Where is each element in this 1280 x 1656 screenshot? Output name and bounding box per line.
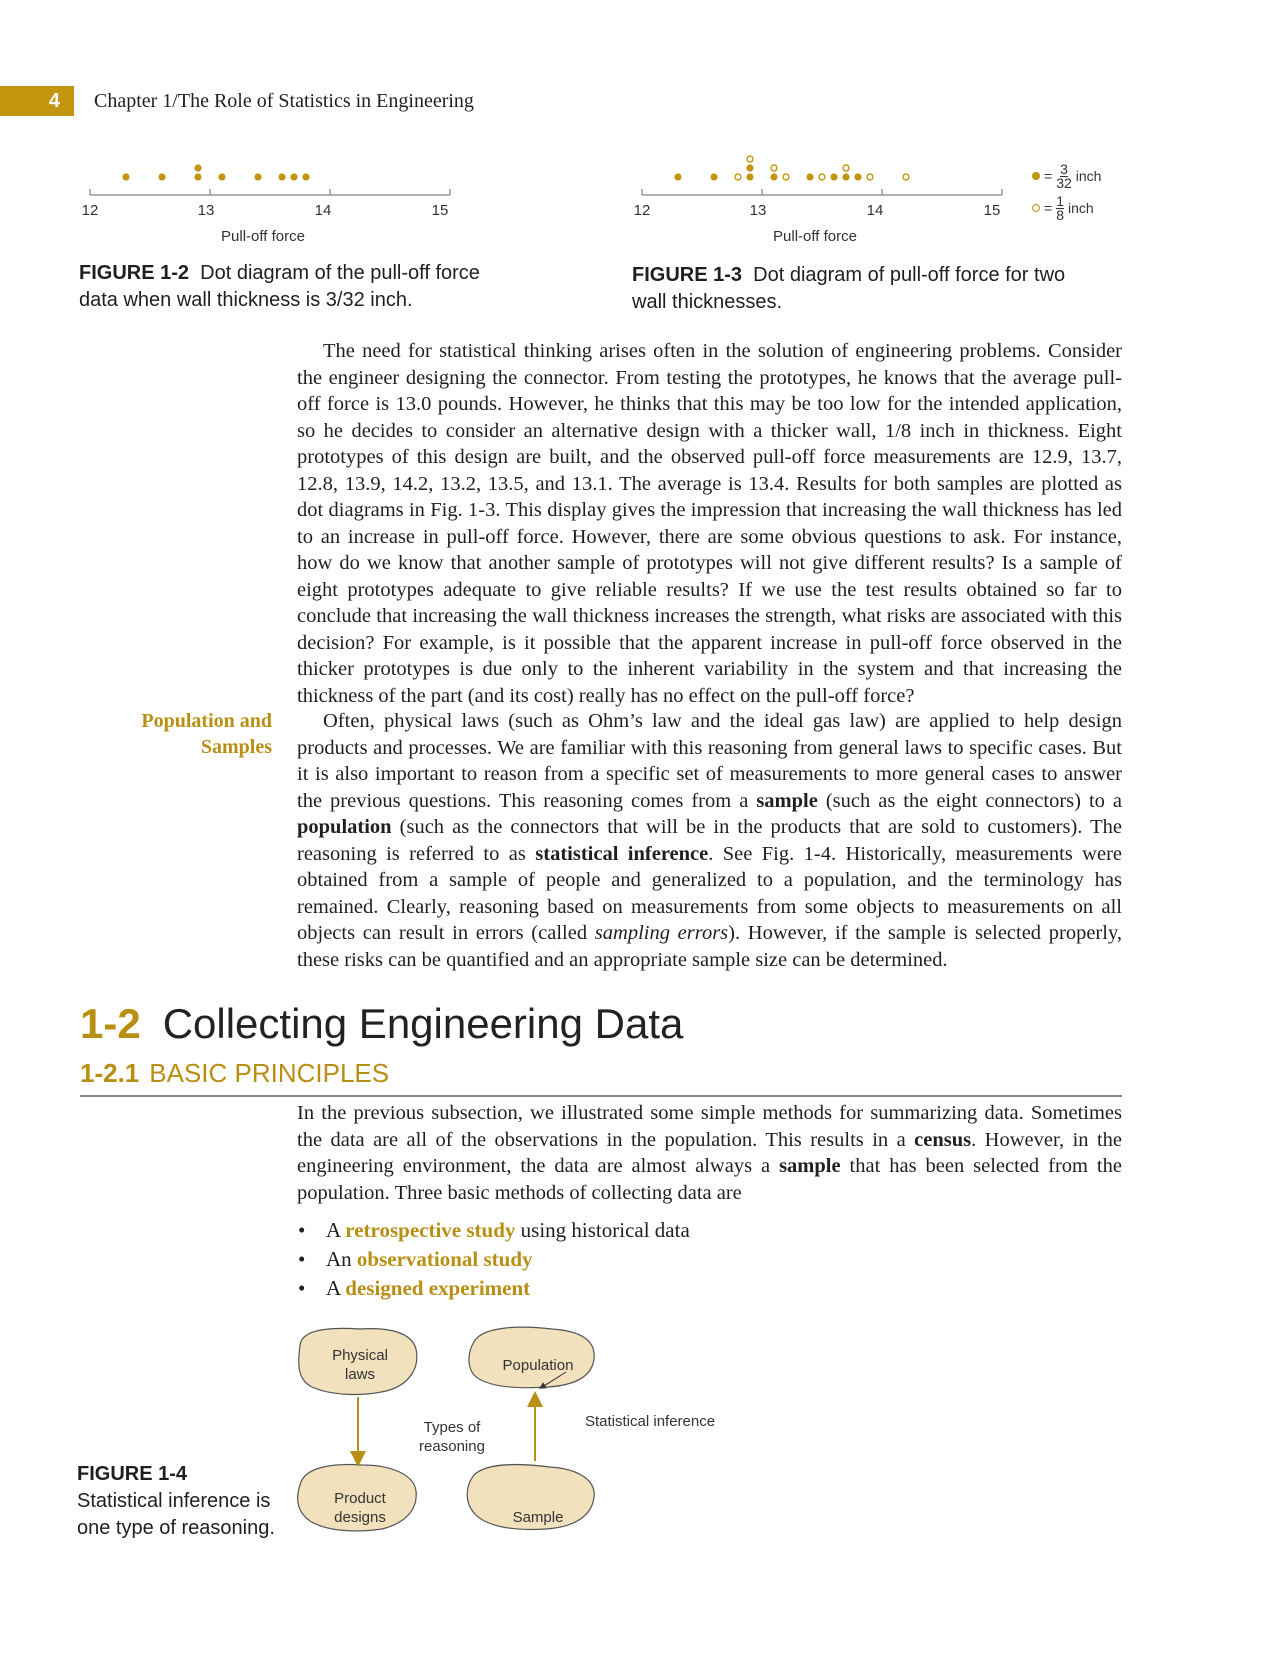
legend-unit-1: inch (1075, 168, 1102, 184)
legend-open (1032, 192, 1101, 224)
term-census: census (914, 1128, 972, 1151)
legend-num-2: 1 (1056, 192, 1064, 209)
fig13-tick-15: 15 (983, 202, 1001, 219)
fig12-dot-filled (278, 173, 285, 180)
fig13-dot-open (747, 156, 753, 162)
legend-eq: = (1044, 168, 1053, 184)
fig13-dot-open (771, 165, 777, 171)
fig13-dot-open (783, 174, 789, 180)
types-line1: Types of (423, 1419, 481, 1436)
page-number: 4 (0, 86, 74, 116)
fig13-dot-open (843, 165, 849, 171)
product-designs-line1: Product (334, 1490, 386, 1507)
label-sample: Sample (512, 1509, 564, 1526)
label-product-designs (300, 1489, 420, 1527)
term-sample-2: sample (779, 1155, 841, 1177)
fig12-label: FIGURE 1-2 (79, 262, 190, 284)
fig13-tick-14: 14 (866, 202, 884, 219)
fig12-dot-filled (218, 173, 225, 180)
para2-t4: . See Fig. 1-4. Historically, measurements were obtained from a sample of people and generalized to a population, and the terminology has remained. Clearly, reasoning based on measurements from some objects to measurements on all objects can result in errors (called (297, 842, 1122, 944)
term-population: population (297, 816, 392, 838)
fig14-caption (77, 1461, 277, 1542)
fig13-dot-filled (854, 173, 861, 180)
fig13-label: FIGURE 1-3 (632, 264, 743, 286)
fig12-dot-filled (194, 173, 201, 180)
fig12-dot-filled (158, 173, 165, 180)
fig13-dot-filled (770, 173, 777, 180)
fig13-dot-filled (806, 173, 813, 180)
subsection-title: BASIC PRINCIPLES (149, 1058, 390, 1088)
legend-eq-2: = (1044, 200, 1053, 216)
term-sample: sample (756, 789, 818, 812)
label-statistical-inference: Statistical inference (585, 1413, 716, 1430)
term-designed-experiment: designed experiment (345, 1276, 531, 1300)
fig12-dot-filled (122, 173, 129, 180)
margin-note (130, 708, 272, 760)
section-number: 1-2 (80, 1000, 141, 1047)
fig13-legend (1032, 160, 1101, 224)
fig13-dot-filled (746, 164, 753, 171)
legend-fraction-1 (1056, 160, 1072, 191)
para1-text: The need for statistical thinking arises often in the solution of engineering problems. Consider the engineer designing the connector. From testing the prototypes, he knows that the average pull-off force is 13.0 pounds. However, he thinks that this may be too low for the intended application, so he decides to consider an alternative design with a thicker wall, 1/8 inch in thickness. Eight prototypes of this design are built, and the observed pull-off force measurements are 12.9, 13.7, 12.8, 13.9, 14.2, 13.2, 13.5, and 13.1. The average is 13.4. Results for both samples are plotted as dot diagrams in Fig. 1-3. This display gives the impression that increasing the wall thickness has led to an increase in pull-off force. However, there are some obvious questions to ask. For instance, how do we know that another sample of prototypes will not give different results? Is a sample of eight prototypes adequate to give reliable results? If we use the test results obtained so far to conclude that increasing the wall thickness increases the strength, what risks are associated with this decision? For example, is it possible that the apparent increase in pull-off force observed in the thicker prototypes is due only to the inherent variability in the system and that increasing the thickness of the part (and its cost) really has no effect on the pull-off force? (297, 340, 1122, 707)
label-population: Population (502, 1357, 574, 1374)
fig13-dot-open (867, 174, 873, 180)
para3-t2: . However, in the engineering environment, the data are almost always a (297, 1128, 1122, 1177)
para2-text (297, 708, 1122, 973)
filled-dot-icon (1032, 172, 1040, 180)
paragraph-basic-principles (297, 1100, 1122, 1206)
term-retrospective-study: retrospective study (345, 1218, 516, 1242)
fig14-label: FIGURE 1-4 (77, 1463, 188, 1485)
running-head: Chapter 1/The Role of Statistics in Engineering (94, 90, 474, 112)
term-statistical-inference: statistical inference (535, 842, 709, 865)
fig12-tick-14: 14 (314, 202, 332, 219)
para3-t1: In the previous subsection, we illustrated some simple methods for summarizing data. Sometimes the data are all of the observations in the population. This results in a (297, 1102, 1122, 1151)
fig12-tick-12: 12 (81, 202, 99, 219)
fig13-dot-filled (674, 173, 681, 180)
subsection-number: 1-2.1 (80, 1058, 140, 1088)
legend-num-1: 3 (1060, 160, 1068, 177)
legend-den-1: 32 (1056, 174, 1072, 191)
fig12-dot-diagram (80, 150, 480, 210)
list-item (298, 1245, 690, 1274)
fig12-caption-text: Dot diagram of the pull-off force data when wall thickness is 3/32 inch. (79, 262, 480, 311)
fig13-dot-open (903, 174, 909, 180)
paragraph-population-samples (297, 708, 1122, 973)
label-physical-laws (300, 1346, 420, 1384)
margin-note-line2: Samples (200, 736, 272, 758)
fig13-caption-text: Dot diagram of pull-off force for two wall thicknesses. (632, 264, 1066, 313)
legend-den-2: 8 (1056, 206, 1064, 223)
open-dot-icon (1032, 204, 1040, 212)
fig14-caption-text: Statistical inference is one type of reasoning. (77, 1490, 275, 1539)
fig13-dot-filled (746, 173, 753, 180)
fig12-tick-13: 13 (197, 202, 215, 219)
product-designs-line2: designs (334, 1509, 386, 1526)
para2-t2: (such as the eight connectors) to a (817, 789, 1122, 812)
section-title: Collecting Engineering Data (162, 1000, 684, 1047)
fig12-caption (79, 260, 499, 314)
fig13-dot-filled (830, 173, 837, 180)
method-pre: An (326, 1247, 357, 1271)
para3-text (297, 1100, 1122, 1206)
fig12-tick-15: 15 (431, 202, 449, 219)
fig12-dot-filled (290, 173, 297, 180)
subsection-heading (80, 1058, 1122, 1097)
method-pre: A (326, 1218, 346, 1242)
fig13-dot-diagram (632, 150, 1032, 210)
fig13-tick-12: 12 (633, 202, 651, 219)
method-post: using historical data (515, 1218, 690, 1242)
para3-t3: that has been selected from the population. Three basic methods of collecting data are (297, 1155, 1122, 1204)
legend-filled (1032, 160, 1101, 192)
fig12-xlabel: Pull-off force (221, 228, 305, 245)
term-observational-study: observational study (356, 1247, 533, 1271)
fig13-dot-open (819, 174, 825, 180)
para2-t1: Often, physical laws (such as Ohm’s law and the ideal gas law) are applied to help design products and processes. We are familiar with this reasoning from general laws to specific cases. But it is also important to reason from a specific set of measurements to more general cases to answer the previous questions. This reasoning comes from a (297, 710, 1122, 812)
method-pre: A (326, 1276, 346, 1300)
margin-note-line1: Population and (141, 710, 272, 732)
fig13-dot-filled (710, 173, 717, 180)
physical-laws-line2: laws (344, 1366, 375, 1383)
section-heading (80, 1000, 683, 1048)
fig13-dot-filled (842, 173, 849, 180)
list-item (298, 1216, 690, 1245)
term-sampling-errors: sampling errors (594, 922, 729, 944)
para2-t5: ). However, if the sample is selected properly, these risks can be quantified and an appropriate sample size can be determined. (297, 922, 1122, 971)
fig13-caption (632, 262, 1102, 316)
fig13-dot-open (735, 174, 741, 180)
fig13-xlabel: Pull-off force (773, 228, 857, 245)
types-line2: reasoning (419, 1438, 485, 1455)
legend-fraction-2 (1056, 192, 1064, 223)
fig12-dot-filled (254, 173, 261, 180)
fig13-tick-13: 13 (749, 202, 767, 219)
methods-list (298, 1216, 690, 1303)
paragraph-statistical-thinking (297, 338, 1122, 709)
physical-laws-line1: Physical (332, 1347, 388, 1364)
list-item (298, 1274, 690, 1303)
fig12-dot-filled (302, 173, 309, 180)
para2-t3: (such as the connectors that will be in the products that are sold to customers). The reasoning is referred to as (297, 816, 1122, 865)
label-types-of-reasoning (402, 1418, 502, 1456)
fig12-dot-filled (194, 164, 201, 171)
legend-unit-2: inch (1067, 200, 1094, 216)
